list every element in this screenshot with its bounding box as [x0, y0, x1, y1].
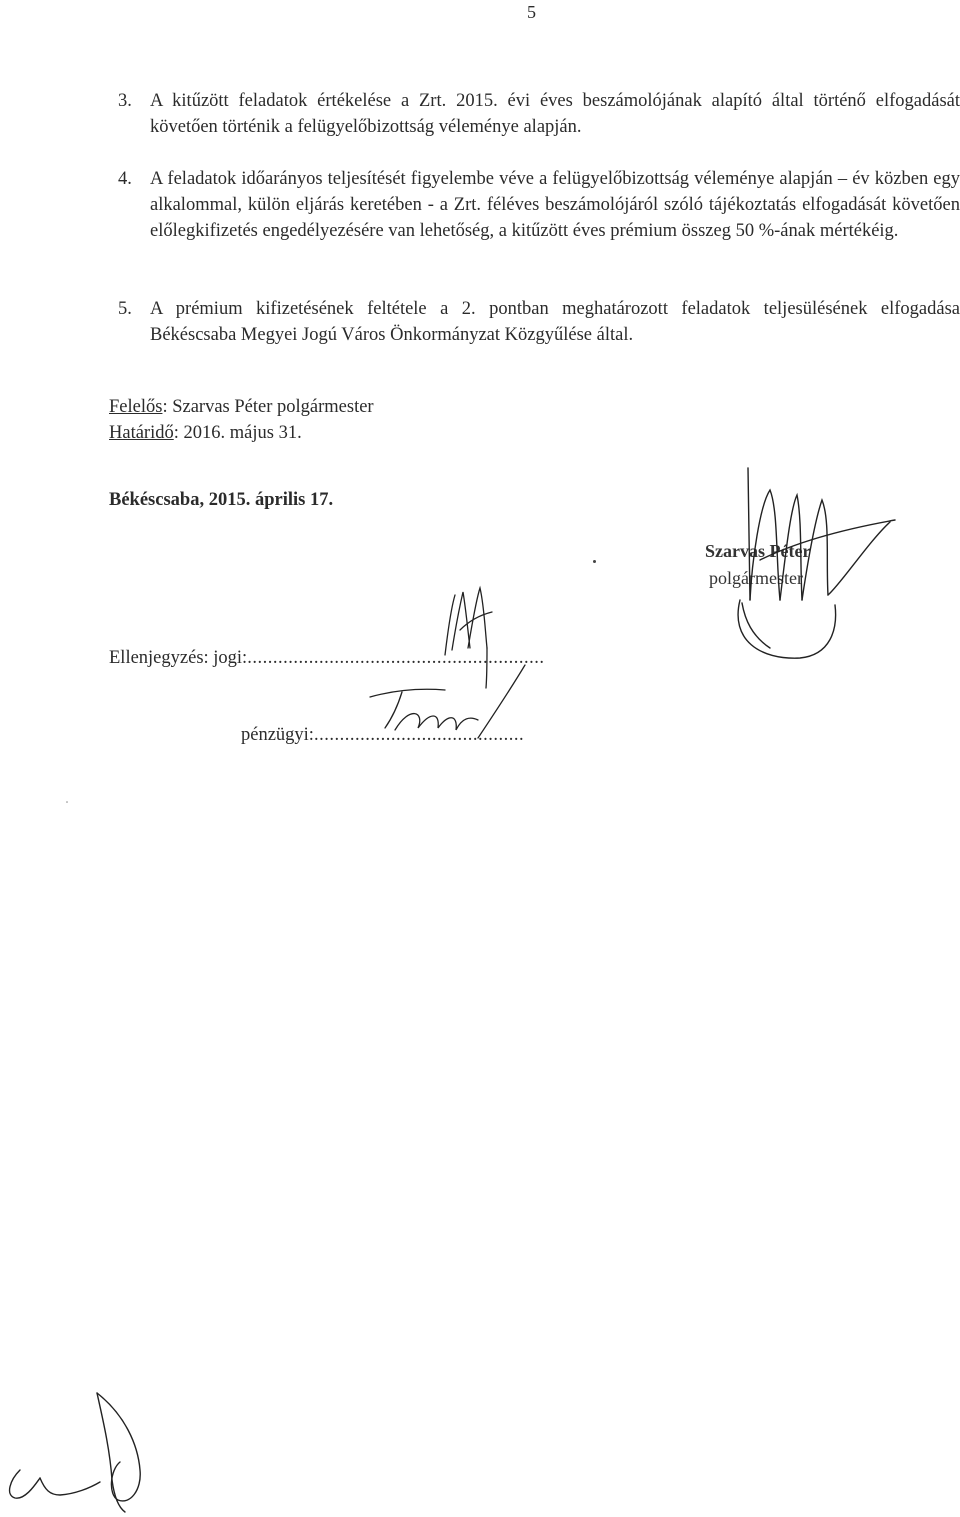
dotted-line: ..........................................................: [247, 648, 545, 668]
signatory-title: polgármester: [709, 568, 803, 588]
deadline-label: Határidő: [109, 423, 174, 443]
item-text: A prémium kifizetésének feltétele a 2. pontban meghatározott feladatok teljesülésének elfogadása Békéscsaba Megyei Jogú Város Önkormányzat Közgyűlése által.: [150, 299, 960, 345]
legal-signature: [445, 588, 492, 688]
mayor-signature: [738, 468, 895, 658]
item-text: A feladatok időarányos teljesítését figyelembe véve a felügyelőbizottság véleménye alapján – év közben egy alkalommal, külön eljárás keretében - a Zrt. féléves beszámolójáról szóló tájékoztatás elfogadását követően előlegkifizetés engedélyezésére van lehetőség, a kitűzött éves prémium összeg 50 %-ának mértékéig.: [150, 169, 960, 241]
signatory-name: Szarvas Péter: [705, 541, 811, 561]
deadline-value: : 2016. május 31.: [173, 423, 302, 443]
item-number: 3.: [118, 91, 132, 111]
responsible-label: Felelős: [109, 397, 163, 417]
item-text: A kitűzött feladatok értékelése a Zrt. 2015. évi éves beszámolójának alapító által történő elfogadását követően történik a felügyelőbizottság véleménye alapján.: [150, 91, 960, 137]
financial-label: pénzügyi:: [241, 725, 314, 745]
initials-signature: [10, 1393, 141, 1512]
dotted-line: .........................................: [313, 725, 525, 745]
speck: [66, 801, 68, 803]
item-number: 4.: [118, 169, 132, 189]
place-date: Békéscsaba, 2015. április 17.: [109, 490, 334, 510]
item-number: 5.: [118, 299, 132, 319]
responsible-value: : Szarvas Péter polgármester: [162, 397, 374, 417]
financial-signature: [370, 665, 525, 738]
page-number: 5: [527, 2, 536, 22]
countersign-label: Ellenjegyzés: jogi:: [109, 648, 248, 668]
